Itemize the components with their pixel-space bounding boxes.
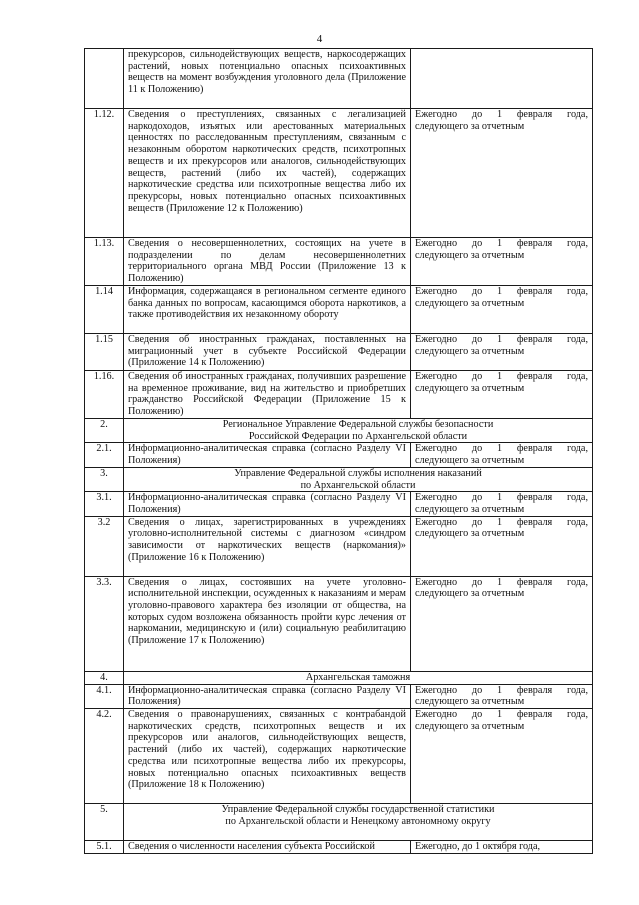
table-row [85,334,593,371]
section-title-line: Региональное Управление Федеральной службы безопасности [222,419,494,430]
table-row [85,238,593,286]
row-number: 1.12. [85,109,124,238]
table-row [85,109,593,238]
section-header-row [85,467,593,491]
report-description: Сведения о лицах, состоявших на учете уголовно-исполнительной инспекции, осужденных к наказаниям и мерам уголовно-правового характера без изоляции от общества, на которых судом возложена обязанность пройти курс лечения от наркомании, медицинскую и (или) социальную реабилитацию (Приложение 17 к Положению) [124,576,411,671]
report-description: Сведения о преступлениях, связанных с легализацией наркодоходов, изъятых или арестованных материальных ценностях по расследованным преступлениям, связанным с незаконным оборотом наркотических средств, психотропных веществ и их прекурсоров или аналогов, сильнодействующих веществ, растений (либо их частей), содержащих наркотические средства или психотропные вещества либо их прекурсоры, новых потенциально опасных психоактивных веществ (Приложение 12 к Положению) [124,109,411,238]
report-deadline: Ежегодно до 1 февраля года, следующего за отчетным [411,709,593,804]
report-deadline: Ежегодно до 1 февраля года, следующего за отчетным [411,286,593,334]
section-title [124,467,593,491]
table-row [85,684,593,708]
reporting-table [84,48,593,854]
report-deadline: Ежегодно до 1 февраля года, следующего за отчетным [411,334,593,371]
report-deadline: Ежегодно до 1 февраля года, следующего за отчетным [411,516,593,576]
row-number: 4.1. [85,684,124,708]
report-description: Информационно-аналитическая справка (согласно Разделу VI Положения) [124,492,411,516]
section-title-line: по Архангельской области [300,479,416,491]
row-number: 1.13. [85,238,124,286]
row-number: 3.2 [85,516,124,576]
report-deadline: Ежегодно до 1 февраля года, следующего за отчетным [411,492,593,516]
section-title [124,804,593,841]
row-number: 3.3. [85,576,124,671]
table-row [85,492,593,516]
row-number: 2. [85,419,124,443]
section-title [124,419,593,443]
report-description: Сведения о численности населения субъекта Российской [124,841,411,854]
report-description: Сведения о правонарушениях, связанных с контрабандой наркотических средств, психотропных веществ и их прекурсоров или аналогов, сильнодействующих веществ, растений (либо их частей), содержащих наркотические средства или психотропные вещества либо их прекурсоры, новых потенциально опасных психоактивных веществ (Приложение 18 к Положению) [124,709,411,804]
row-number: 3.1. [85,492,124,516]
page-number: 4 [316,33,323,45]
report-deadline: Ежегодно до 1 февраля года, следующего за отчетным [411,109,593,238]
report-deadline: Ежегодно до 1 февраля года, следующего за отчетным [411,371,593,419]
report-deadline: Ежегодно до 1 февраля года, следующего за отчетным [411,684,593,708]
row-number [85,49,124,109]
table-row [85,841,593,854]
report-deadline: Ежегодно до 1 февраля года, следующего за отчетным [411,443,593,467]
report-description: Сведения об иностранных гражданах, поставленных на миграционный учет в субъекте Российской Федерации (Приложение 14 к Положению) [124,334,411,371]
section-header-row [85,804,593,841]
table-row [85,443,593,467]
section-header-row [85,671,593,684]
report-description: Информационно-аналитическая справка (согласно Разделу VI Положения) [124,684,411,708]
report-description: Сведения об иностранных гражданах, получивших разрешение на временное проживание, вид на жительство и приобретших гражданство Российской Федерации (Приложение 15 к Положению) [124,371,411,419]
report-deadline [411,49,593,109]
report-deadline: Ежегодно, до 1 октября года, [411,841,593,854]
row-number: 5. [85,804,124,841]
section-title [124,671,593,684]
row-number: 1.15 [85,334,124,371]
row-number: 2.1. [85,443,124,467]
section-title-line: Управление Федеральной службы исполнения наказаний [234,467,482,479]
section-header-row [85,419,593,443]
row-number: 5.1. [85,841,124,854]
report-description: прекурсоров, сильнодействующих веществ, наркосодержащих растений, новых потенциально опасных психоактивных веществ на момент возбуждения уголовного дела (Приложение 11 к Положению) [124,49,411,109]
table-row [85,286,593,334]
table-row [85,49,593,109]
row-number: 3. [85,467,124,491]
report-description: Информация, содержащаяся в региональном сегменте единого банка данных по вопросам, касающимся оборота наркотиков, а также противодействия их незаконному обороту [124,286,411,334]
row-number: 4.2. [85,709,124,804]
row-number: 1.16. [85,371,124,419]
section-title-line: Управление Федеральной службы государственной статистики [221,804,495,816]
section-title-line: Архангельская таможня [305,671,411,683]
report-description: Информационно-аналитическая справка (согласно Разделу VI Положения) [124,443,411,467]
report-deadline: Ежегодно до 1 февраля года, следующего за отчетным [411,238,593,286]
section-title-line: по Архангельской области и Ненецкому автономному округу [225,815,491,827]
row-number: 4. [85,671,124,684]
row-number: 1.14 [85,286,124,334]
table-row [85,516,593,576]
report-description: Сведения о несовершеннолетних, состоящих на учете в подразделении по делам несовершеннолетних территориального органа МВД России (Приложение 13 к Положению) [124,238,411,286]
table-row [85,371,593,419]
section-title-line: Российской Федерации по Архангельской области [248,430,468,442]
report-description: Сведения о лицах, зарегистрированных в учреждениях уголовно-исполнительной системы с диагнозом «синдром зависимости от наркотических веществ (наркомания)» (Приложение 16 к Положению) [124,516,411,576]
table-row [85,709,593,804]
table-row [85,576,593,671]
report-deadline: Ежегодно до 1 февраля года, следующего за отчетным [411,576,593,671]
